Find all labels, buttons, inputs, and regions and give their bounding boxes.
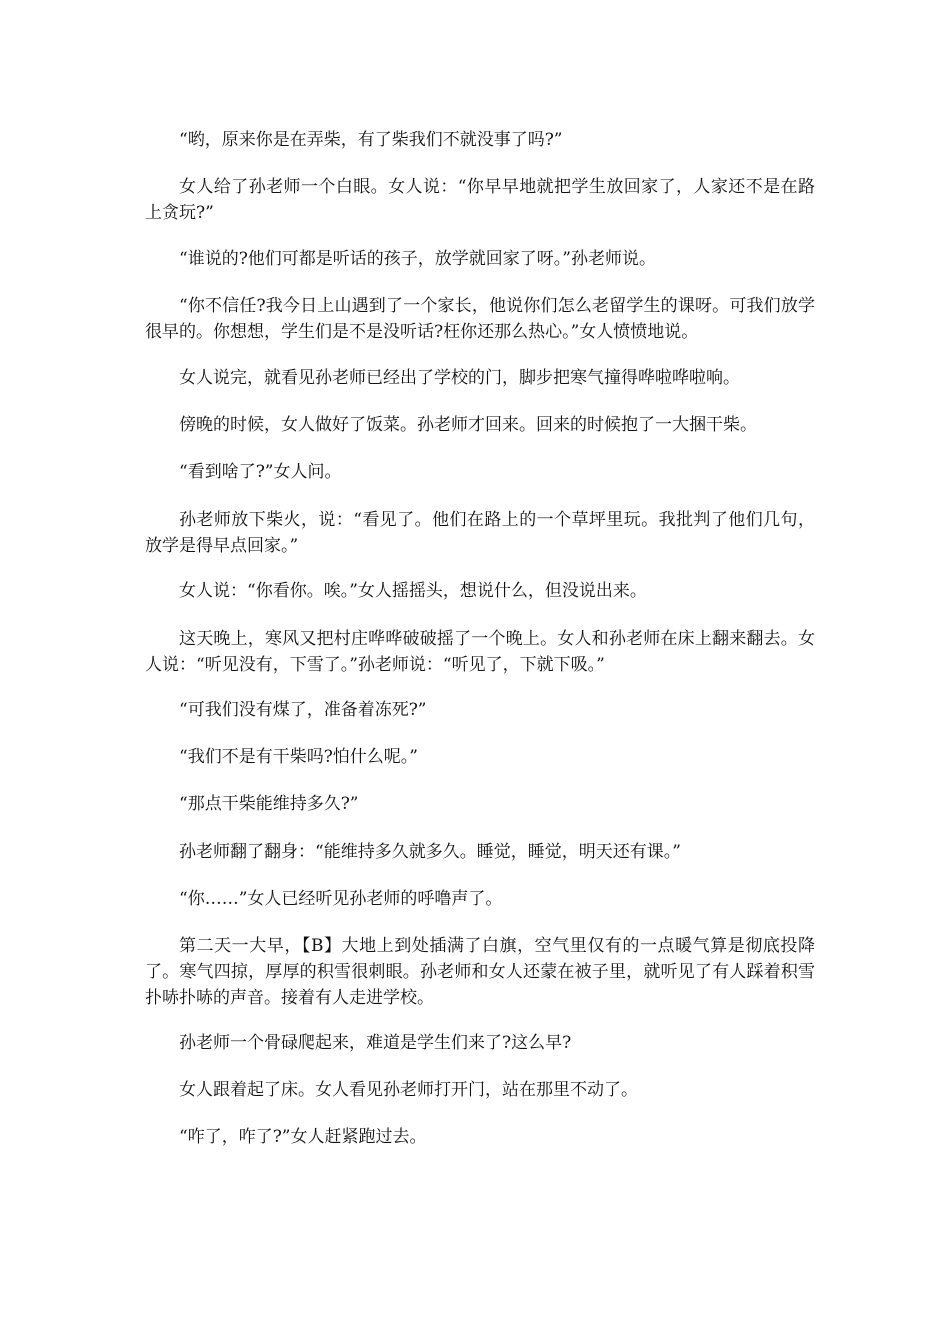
paragraph-13: “那点干柴能维持多久?” (179, 794, 359, 814)
paragraph-16: 第二天一大早，【B】大地上到处插满了白旗，空气里仅有的一点暖气算是彻底投降了。寒气四掠，厚厚的积雪很刺眼。孙老师和女人还蒙在被子里，就听见了有人踩着积雪扑哧扑哧的声音。接着有人走进学校。 (145, 936, 815, 1008)
paragraph-19: “咋了，咋了?”女人赶紧跑过去。 (179, 1127, 427, 1147)
paragraph-2: 女人给了孙老师一个白眼。女人说：“你早早地就把学生放回家了，人家还不是在路上贪玩?” (145, 177, 815, 223)
paragraph-15: “你……”女人已经听见孙老师的呼噜声了。 (179, 889, 503, 909)
paragraph-8: 孙老师放下柴火，说：“看见了。他们在路上的一个草坪里玩。我批判了他们几句，放学是得早点回家。” (145, 510, 815, 556)
paragraph-7: “看到啥了?”女人问。 (179, 462, 342, 482)
paragraph-14: 孙老师翻了翻身：“能维持多久就多久。睡觉，睡觉，明天还有课。” (179, 842, 681, 862)
paragraph-3: “谁说的?他们可都是听话的孩子，放学就回家了呀。”孙老师说。 (179, 249, 656, 269)
paragraph-5: 女人说完，就看见孙老师已经出了学校的门，脚步把寒气撞得哗啦哗啦响。 (179, 368, 740, 388)
paragraph-11: “可我们没有煤了，准备着冻死?” (179, 700, 427, 720)
paragraph-12: “我们不是有干柴吗?怕什么呢。” (179, 747, 418, 767)
paragraph-9: 女人说：“你看你。唉。”女人摇摇头，想说什么，但没说出来。 (179, 581, 647, 601)
paragraph-1: “哟，原来你是在弄柴，有了柴我们不就没事了吗?” (179, 130, 563, 150)
paragraph-18: 女人跟着起了床。女人看见孙老师打开门，站在那里不动了。 (179, 1080, 638, 1100)
paragraph-6: 傍晚的时候，女人做好了饭菜。孙老师才回来。回来的时候抱了一大捆干柴。 (179, 415, 757, 435)
paragraph-4: “你不信任?我今日上山遇到了一个家长，他说你们怎么老留学生的课呀。可我们放学很早的。你想想，学生们是不是没听话?枉你还那么热心。”女人愤愤地说。 (145, 296, 815, 342)
paragraph-17: 孙老师一个骨碌爬起来，难道是学生们来了?这么早? (179, 1033, 572, 1053)
paragraph-10: 这天晚上，寒风又把村庄哗哗破破摇了一个晚上。女人和孙老师在床上翻来翻去。女人说：“听见没有，下雪了。”孙老师说：“听见了，下就下吸。” (145, 629, 815, 675)
